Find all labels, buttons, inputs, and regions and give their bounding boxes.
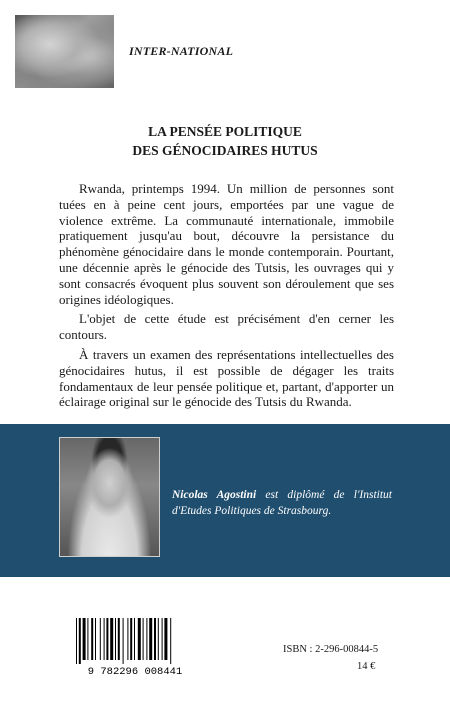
barcode-bar <box>79 618 81 664</box>
barcode-bar <box>143 618 144 660</box>
barcode-number: 9 782296 008441 <box>87 666 183 676</box>
barcode-bar <box>164 618 167 660</box>
barcode-bar <box>83 618 86 660</box>
barcode-bar <box>110 618 113 660</box>
barcode-bar <box>162 618 163 660</box>
barcode-bar <box>146 618 147 660</box>
barcode-bar <box>149 618 152 660</box>
author-bio-text: est diplômé de l'Institut d'Etudes Politiques de Strasbourg. <box>172 489 392 517</box>
barcode-bar <box>130 618 132 660</box>
barcode-bar <box>123 618 124 664</box>
barcode-bar <box>154 618 156 660</box>
title-line-2: DES GÉNOCIDAIRES HUTUS <box>132 143 318 158</box>
cover-photo <box>15 15 114 88</box>
isbn: ISBN : 2-296-00844-5 <box>283 644 379 655</box>
barcode-bar <box>127 618 128 660</box>
barcode-bar <box>118 618 120 660</box>
barcode-bar <box>106 618 108 660</box>
author-bio <box>172 487 392 519</box>
book-title <box>0 122 450 160</box>
barcode-bar <box>100 618 101 660</box>
barcode-bar <box>138 618 141 660</box>
barcode-bar <box>91 618 93 660</box>
blurb-paragraph: L'objet de cette étude est précisément d'en cerner les contours. <box>59 311 394 343</box>
title-line-1: LA PENSÉE POLITIQUE <box>148 124 302 139</box>
barcode-bar <box>115 618 116 660</box>
barcode-bar <box>87 618 88 660</box>
author-photo <box>59 437 160 557</box>
blurb-paragraph: Rwanda, printemps 1994. Un million de personnes sont tuées en à peine cent jours, emportées par une vague de violence extrême. La communauté internationale, immobile pratiquement jusqu'au bout, découvre la persistance du phénomène génocidaire dans le monde contemporain. Pourtant, une décennie après le génocide des Tutsis, les ouvrages qui y sont consacrés évoquent plus souvent son déroulement que ses origines idéologiques. <box>59 181 394 307</box>
barcode-bar <box>158 618 159 660</box>
barcode-bar <box>134 618 135 660</box>
barcode-bar <box>170 618 171 664</box>
blurb-paragraph: À travers un examen des représentations intellectuelles des génocidaires hutus, il est possible de dégager les traits fondamentaux de leur pensée politique et, partant, d'apporter un éclairage original sur le génocide des Tutsis du Rwanda. <box>59 346 394 410</box>
collection-name: INTER-NATIONAL <box>129 44 234 58</box>
barcode-bar <box>95 618 96 660</box>
barcode <box>70 616 200 676</box>
blurb <box>59 181 394 414</box>
author-name: Nicolas Agostini <box>172 489 257 501</box>
price: 14 € <box>357 661 376 672</box>
barcode-bar <box>104 618 105 660</box>
barcode-bar <box>76 618 77 664</box>
